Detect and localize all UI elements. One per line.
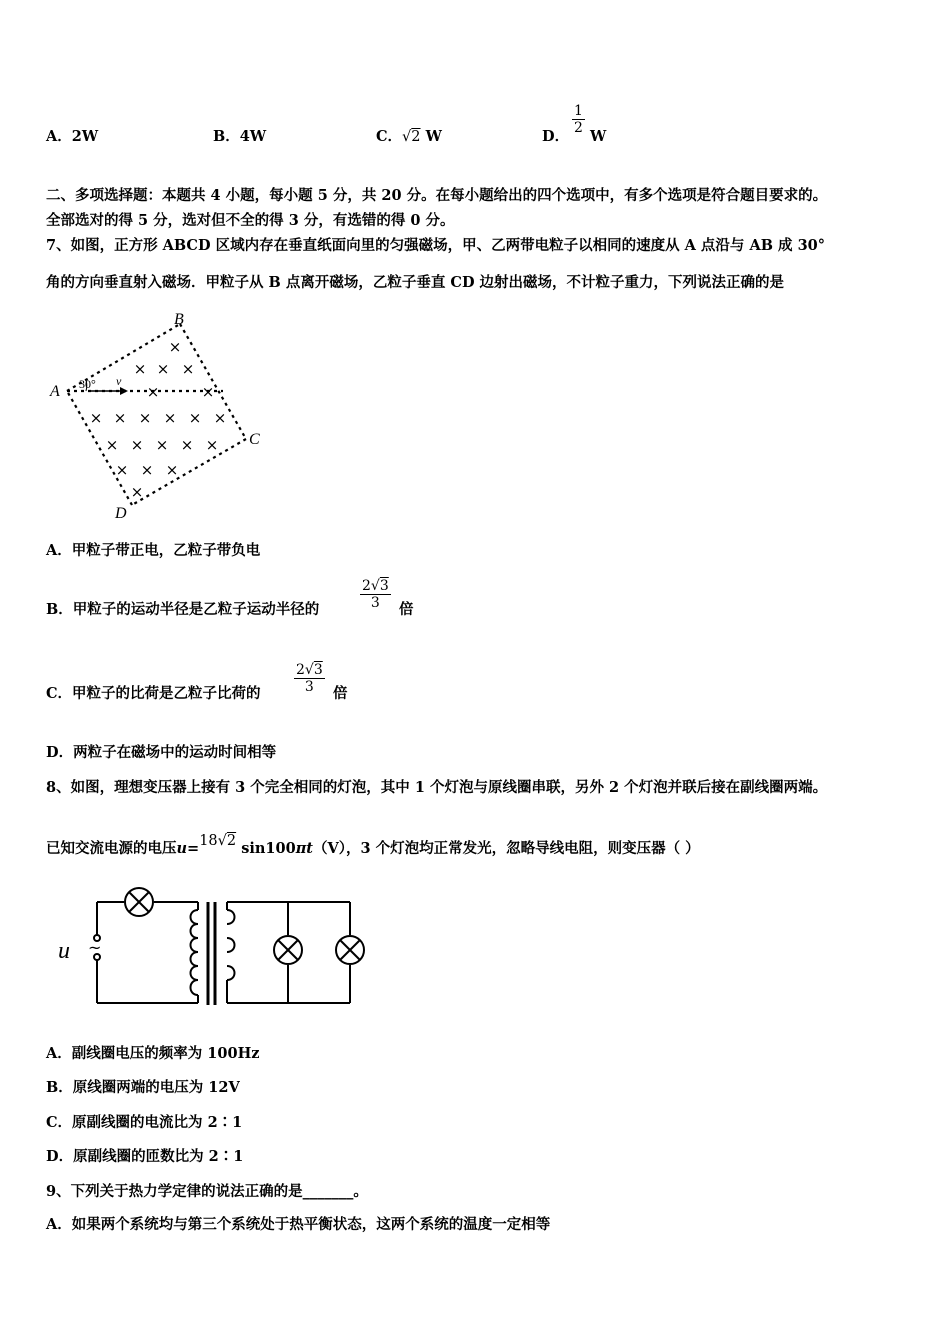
- svg-text:×: ×: [168, 338, 182, 356]
- q8-coef: 18: [199, 833, 218, 849]
- label-d: D: [115, 505, 127, 522]
- q9-stem: 9、下列关于热力学定律的说法正确的是_______。: [46, 1183, 368, 1200]
- q8-stem-line2: 已知交流电源的电压u=18√2 sin100πt（V），3 个灯泡均正常发光，忽略导线电阻，则变压器（ ）: [46, 833, 700, 857]
- q7-c-num-coef: 2: [296, 662, 305, 678]
- svg-text:×: ×: [156, 360, 170, 378]
- svg-text:×: ×: [213, 409, 227, 427]
- option-d-numerator: 1: [574, 103, 583, 119]
- q8-option-d: D．原副线圈的匝数比为 2∶1: [46, 1148, 244, 1165]
- ac-symbol: ~: [88, 938, 102, 957]
- q9-option-a: A．如果两个系统均与第三个系统处于热平衡状态，这两个系统的温度一定相等: [46, 1216, 551, 1233]
- option-d-denominator: 2: [574, 120, 583, 136]
- q8-var-u: u: [176, 840, 188, 857]
- q8-sin: sin100: [241, 840, 296, 857]
- q8-stem-line1: 8、如图，理想变压器上接有 3 个完全相同的灯泡，其中 1 个灯泡与原线圈串联，另外 2 个灯泡并联后接在副线圈两端。: [46, 779, 828, 796]
- svg-text:×: ×: [146, 383, 160, 401]
- svg-text:×: ×: [138, 409, 152, 427]
- q7-option-b-text: B．甲粒子的运动半径是乙粒子运动半径的: [46, 601, 320, 618]
- svg-text:×: ×: [130, 483, 144, 501]
- svg-text:×: ×: [181, 360, 195, 378]
- velocity-label: v: [116, 374, 122, 388]
- svg-text:×: ×: [205, 436, 219, 454]
- label-c: C: [249, 431, 260, 448]
- option-d-unit: W: [590, 128, 607, 145]
- option-a: A．2W: [46, 128, 99, 145]
- q8-option-a: A．副线圈电压的频率为 100Hz: [46, 1045, 260, 1062]
- option-b: B．4W: [213, 128, 267, 145]
- svg-text:×: ×: [130, 436, 144, 454]
- option-d-fraction: [572, 103, 585, 136]
- svg-text:×: ×: [201, 383, 215, 401]
- option-c-unit: W: [425, 128, 442, 145]
- svg-text:×: ×: [115, 461, 129, 479]
- svg-text:×: ×: [188, 409, 202, 427]
- q7-figure: [40, 305, 280, 525]
- svg-text:×: ×: [140, 461, 154, 479]
- option-c-radicand: 2: [411, 129, 421, 145]
- q7-c-num-rad: 3: [313, 662, 323, 678]
- svg-text:×: ×: [133, 360, 147, 378]
- section-heading-line1: 二、多项选择题：本题共 4 小题，每小题 5 分，共 20 分。在每小题给出的四个选项中，有多个选项是符合题目要求的。: [46, 187, 828, 204]
- q7-stem-line1: 7、如图，正方形 ABCD 区域内存在垂直纸面向里的匀强磁场，甲、乙两带电粒子以相同的速度从 A 点沿与 AB 成 30°: [46, 237, 825, 254]
- source-label-u: u: [58, 938, 70, 964]
- q7-b-num-coef: 2: [362, 578, 371, 594]
- q7-option-c-suffix: 倍: [333, 685, 348, 702]
- label-b: B: [174, 311, 184, 328]
- svg-text:×: ×: [113, 409, 127, 427]
- q8-option-b: B．原线圈两端的电压为 12V: [46, 1079, 240, 1096]
- q7-c-den: 3: [304, 679, 314, 695]
- q7-b-den: 3: [370, 595, 380, 611]
- q7-option-a: A．甲粒子带正电，乙粒子带负电: [46, 542, 261, 559]
- q8-equals: =: [187, 840, 200, 857]
- q8-stem-suffix: （V），3 个灯泡均正常发光，忽略导线电阻，则变压器（ ）: [313, 840, 700, 857]
- q7-option-c-text: C．甲粒子的比荷是乙粒子比荷的: [46, 685, 261, 702]
- option-c-prefix: C．: [376, 128, 403, 145]
- q8-pit: πt: [295, 840, 313, 857]
- q7-option-b-suffix: 倍: [399, 601, 414, 618]
- svg-text:×: ×: [155, 436, 169, 454]
- q7-option-b-fraction: $\frac{2√3}{3}$: [362, 578, 389, 611]
- label-a: A: [50, 383, 60, 400]
- svg-text:×: ×: [89, 409, 103, 427]
- section-heading-line2: 全部选对的得 5 分，选对但不全的得 3 分，有选错的得 0 分。: [46, 212, 455, 229]
- option-c: C．√2 W: [376, 128, 442, 145]
- q8-figure: [50, 880, 370, 1010]
- svg-text:×: ×: [105, 436, 119, 454]
- q8-radicand: 2: [226, 833, 237, 849]
- q8-stem-prefix: 已知交流电源的电压: [46, 840, 177, 857]
- q7-option-c-fraction: $\frac{2√3}{3}$: [296, 662, 323, 695]
- q7-b-num-rad: 3: [379, 578, 389, 594]
- q7-option-d: D．两粒子在磁场中的运动时间相等: [46, 744, 277, 761]
- option-d-prefix: D．: [542, 128, 570, 145]
- q7-stem-line2: 角的方向垂直射入磁场．甲粒子从 B 点离开磁场，乙粒子垂直 CD 边射出磁场，不计粒子重力，下列说法正确的是: [46, 274, 785, 291]
- svg-text:×: ×: [165, 461, 179, 479]
- svg-text:×: ×: [163, 409, 177, 427]
- q8-option-c: C．原副线圈的电流比为 2∶1: [46, 1114, 243, 1131]
- angle-label: 30°: [79, 377, 96, 391]
- svg-text:×: ×: [180, 436, 194, 454]
